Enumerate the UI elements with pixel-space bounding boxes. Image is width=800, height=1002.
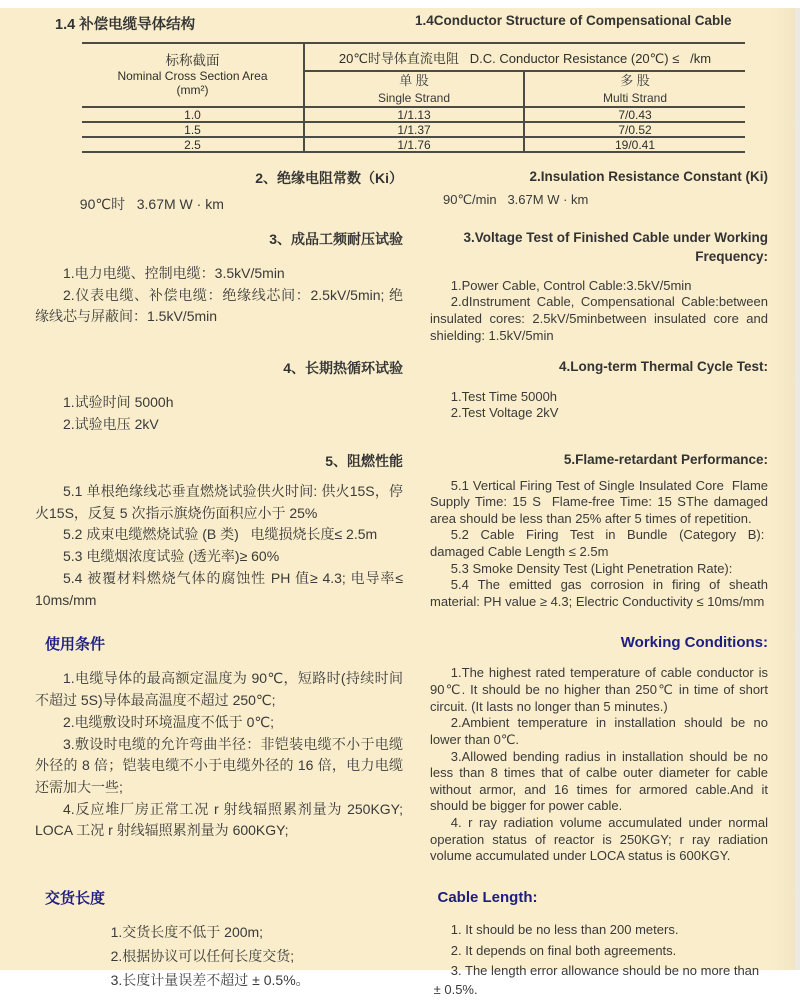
- list-item: 5.4 被覆材料燃烧气体的腐蚀性 PH 值≥ 4.3; 电导率≤ 10ms/mm: [35, 569, 403, 608]
- flame-items-en: [430, 478, 768, 611]
- section-flame-retardant: [35, 451, 768, 611]
- heading-voltage-en: 3.Voltage Test of Finished Cable under Working Frequency:: [463, 230, 768, 264]
- col-header-unit: (mm²): [176, 82, 209, 97]
- list-item: 2.Ambient temperature in installation should be no lower than 0℃.: [430, 715, 768, 747]
- list-item: 1.Test Time 5000h: [450, 388, 558, 404]
- heading-thermal-en: 4.Long-term Thermal Cycle Test:: [558, 359, 768, 375]
- list-item: 5.2 Cable Firing Test in Bundle (Category B): damaged Cable Length ≤ 2.5m: [430, 527, 768, 560]
- sections: [0, 153, 800, 1002]
- list-item: 1.交货长度不低于 200m;: [110, 924, 264, 941]
- right-margin-strip: [795, 8, 800, 970]
- col-header-nominal-area: [82, 42, 305, 108]
- cell-multi: 7/0.52: [525, 123, 745, 138]
- single-strand-zh: 单 股: [399, 73, 429, 89]
- conductor-structure-table: [82, 42, 745, 153]
- list-item: 4.反应堆厂房正常工况 r 射线辐照累剂量为 250KGY; LOCA 工况 r 射线辐照累剂量为 600KGY;: [35, 800, 403, 839]
- cable-length-items-en: [430, 921, 768, 1000]
- flame-items-zh: [35, 481, 403, 611]
- working-conditions-items-zh: [35, 668, 403, 842]
- section-insulation-resistance: [35, 168, 768, 215]
- cell-multi: 7/0.43: [525, 108, 745, 123]
- section-voltage-test: [35, 229, 768, 344]
- voltage-items-zh: [35, 263, 403, 328]
- list-item: 1.试验时间 5000h: [63, 394, 174, 410]
- list-item: 5.3 Smoke Density Test (Light Penetration Rate):: [450, 560, 733, 576]
- list-item: 5.4 The emitted gas corrosion in firing of sheath material: PH value ≥ 4.3; Electric Conductivity ≤ 10ms/mm: [430, 577, 768, 609]
- list-item: 5.3 电缆烟浓度试验 (透光率)≥ 60%: [63, 548, 280, 565]
- multi-strand-zh: 多 股: [620, 73, 650, 89]
- cell-area: 1.5: [82, 123, 305, 138]
- heading-voltage-zh: 3、成品工频耐压试验: [269, 231, 403, 248]
- list-item: 4. r ray radiation volume accumulated under normal operation status of reactor is 250KGY; r ray radiation volume accumulated under LOCA status is 600KGY.: [430, 815, 768, 864]
- voltage-items-en: [430, 278, 768, 345]
- list-item: 3.长度计量误差不超过 ± 0.5%。: [110, 971, 310, 988]
- list-item: 5.1 单根绝缘线芯垂直燃烧试验供火时间: 供火15S，停火15S，反复 5 次指示旗烧伤面积应小于 25%: [35, 483, 403, 521]
- list-item: 2.Test Voltage 2kV: [450, 405, 559, 421]
- col-header-zh: 标称截面: [165, 52, 220, 68]
- table-body: [82, 108, 745, 153]
- insulation-value-zh: 90℃时 3.67M W · km: [79, 195, 224, 212]
- heading-working-conditions-en: Working Conditions:: [620, 634, 768, 652]
- list-item: 1.电力电缆、控制电缆：3.5kV/5min: [63, 265, 285, 282]
- insulation-value-en: 90℃/min 3.67M W · km: [443, 192, 589, 208]
- cable-length-items-zh: [35, 922, 403, 991]
- thermal-items-en: [430, 389, 768, 422]
- table-row: [82, 108, 745, 123]
- section-cable-length: [35, 887, 768, 1002]
- table-row: [82, 123, 745, 138]
- heading-flame-en: 5.Flame-retardant Performance:: [563, 452, 768, 468]
- cell-single: 1/1.37: [305, 123, 525, 138]
- list-item: 3.敷设时电缆的允许弯曲半径：非铠装电缆不小于电缆外径的 8 倍；铠装电缆不小于电缆外径的 16 倍，电力电缆还需加大一些;: [35, 735, 403, 795]
- thermal-items-zh: [35, 392, 403, 435]
- heading-cable-length-zh: 交货长度: [45, 889, 106, 907]
- list-item: 2.根据协议可以任何长度交货;: [110, 947, 295, 964]
- heading-cable-length-en: Cable Length:: [437, 888, 538, 906]
- heading-flame-zh: 5、阻燃性能: [325, 453, 403, 470]
- col-header-en: Nominal Cross Section Area: [117, 68, 268, 83]
- list-item: 1.The highest rated temperature of cable conductor is 90℃. It should be no higher than 250℃ in time of short circuit. (It lasts no longer than 5 minutes.): [430, 665, 768, 714]
- cell-multi: 19/0.41: [525, 138, 745, 153]
- section-title-zh: 1.4 补偿电缆导体结构: [55, 17, 196, 33]
- single-strand-en: Single Strand: [377, 91, 451, 106]
- heading-working-conditions-zh: 使用条件: [45, 636, 106, 654]
- list-item: 2.试验电压 2kV: [63, 415, 159, 432]
- list-item: 2.电缆敷设时环境温度不低于 0℃;: [63, 713, 274, 730]
- multi-strand-en: Multi Strand: [602, 91, 668, 106]
- heading-insulation-zh: 2、绝缘电阻常数（Ki）: [255, 170, 403, 186]
- col-header-multi-strand: [525, 72, 745, 108]
- cell-area: 2.5: [82, 138, 305, 153]
- section-working-conditions: [35, 633, 768, 865]
- list-item: 5.1 Vertical Firing Test of Single Insulated Core Flame Supply Time: 15 S Flame-free Time: 15 SThe damaged area should be less than 25% after 5 times of repetition.: [430, 477, 768, 526]
- table-header: [82, 42, 745, 108]
- cell-area: 1.0: [82, 108, 305, 123]
- heading-insulation-en: 2.Insulation Resistance Constant (Ki): [529, 169, 768, 184]
- section-thermal-cycle: [35, 358, 768, 435]
- working-conditions-items-en: [430, 665, 768, 865]
- list-item: 3.Allowed bending radius in installation should be no less than 8 times that of calbe outer diameter for cable without armor, and 16 times for armored cable.And it should be bigger for power cable.: [430, 748, 768, 814]
- heading-thermal-zh: 4、长期热循环试验: [283, 360, 403, 377]
- top-margin-strip: [0, 0, 800, 8]
- cell-single: 1/1.76: [305, 138, 525, 153]
- list-item: 2. It depends on final both agreements.: [450, 942, 677, 958]
- list-item: 5.2 成束电缆燃烧试验 (B 类) 电缆损烧长度≤ 2.5m: [63, 526, 378, 543]
- col-header-single-strand: [305, 72, 525, 108]
- section-title-en: 1.4Conductor Structure of Compensational Cable: [415, 13, 732, 28]
- list-item: 1.Power Cable, Control Cable:3.5kV/5min: [450, 277, 692, 293]
- list-item: 1.电缆导体的最高额定温度为 90℃，短路时(持续时间不超过 5S)导体最高温度不超过 250℃;: [35, 670, 403, 709]
- table-row: [82, 138, 745, 153]
- col-header-dc-resistance: 20℃时导体直流电阻 D.C. Conductor Resistance (20℃) ≤ /km: [305, 42, 745, 72]
- list-item: 2.dInstrument Cable, Compensational Cable:between insulated cores: 2.5kV/5minbetween insulated core and shielding: 1.5kV/5min: [430, 294, 768, 343]
- list-item: 3. The length error allowance should be no more than ± 0.5%.: [430, 963, 760, 998]
- list-item: 1. It should be no less than 200 meters.: [450, 921, 679, 937]
- cell-single: 1/1.13: [305, 108, 525, 123]
- list-item: 2.仪表电缆、补偿电缆：绝缘线芯间：2.5kV/5min; 绝缘线芯与屏蔽间：1.5kV/5min: [35, 286, 403, 325]
